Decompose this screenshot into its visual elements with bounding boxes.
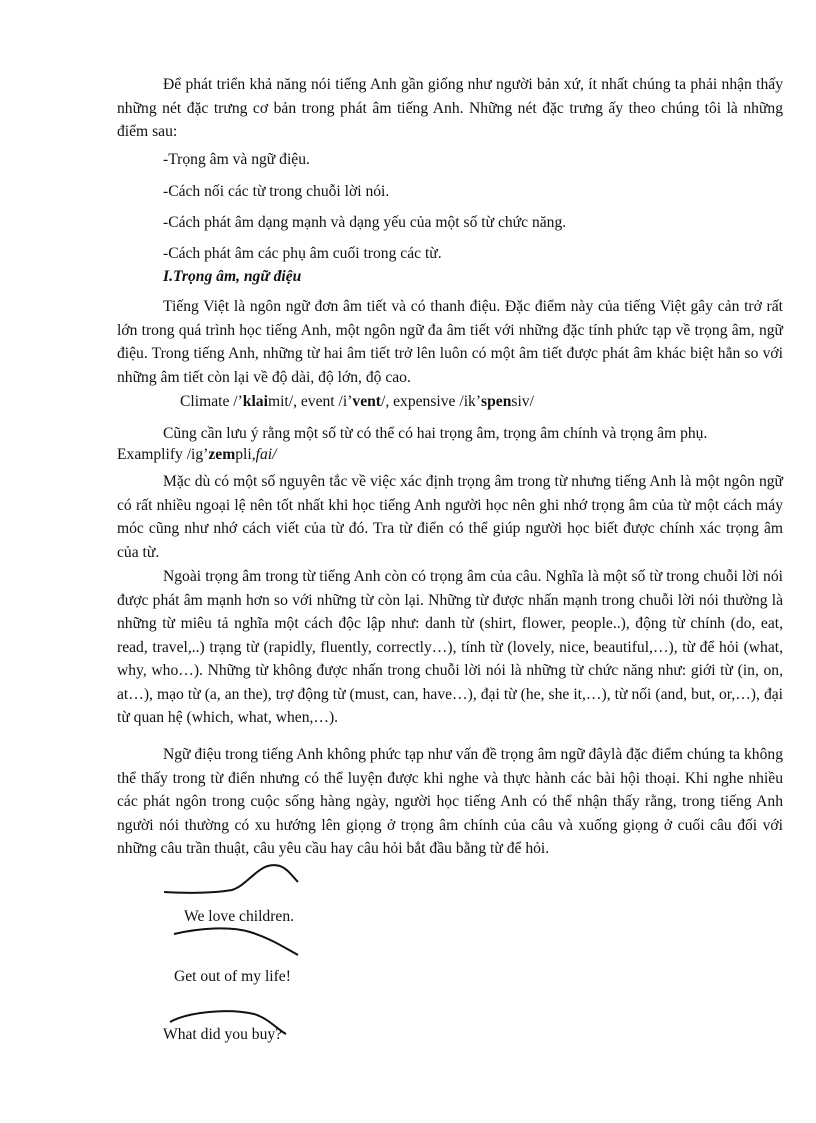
- list-item: -Trọng âm và ngữ điệu.: [163, 151, 310, 168]
- list-item: -Cách phát âm các phụ âm cuối trong các từ.: [163, 245, 442, 262]
- intro-paragraph: Để phát triển khả năng nói tiếng Anh gần giống như người bản xứ, ít nhất chúng ta phải nhận thấy những nét đặc trưng cơ bản trong phát âm tiếng Anh. Những nét đặc trưng ấy theo chúng tôi là những điểm sau:: [117, 76, 783, 140]
- paragraph-1: Tiếng Việt là ngôn ngữ đơn âm tiết và có thanh điệu. Đặc điểm này của tiếng Việt gây cản trở rất lớn trong quá trình học tiếng Anh, một ngôn ngữ đa âm tiết với những đặc tính phức tạp về trọng âm, ngữ điệu. Trong tiếng Anh, những từ hai âm tiết trở lên luôn có một âm tiết được phát âm khác biệt hẳn so với những âm tiết còn lại về độ dài, độ lớn, độ cao.: [117, 298, 783, 386]
- list-item: -Cách phát âm dạng mạnh và dạng yếu của một số từ chức năng.: [163, 214, 567, 231]
- examplify-example: Examplify /ig’zempli,fai/: [117, 446, 277, 463]
- example-sentence: We love children.: [184, 908, 295, 925]
- example-sentence: What did you buy?: [163, 1026, 283, 1043]
- paragraph-2: Cũng cần lưu ý rằng một số từ có thể có hai trọng âm, trọng âm chính và trọng âm phụ.: [163, 425, 708, 442]
- paragraph-3: Mặc dù có một số nguyên tắc về việc xác định trọng âm trong từ nhưng tiếng Anh là một ngôn ngữ có rất nhiều ngoại lệ nên tốt nhất khi học tiếng Anh người học nên ghi nhớ trọng âm của từ một cách máy móc cũng như nhớ cách viết của từ đó. Tra từ điển có thể giúp người học biết được chính xác trọng âm của từ.: [117, 473, 783, 561]
- stress-examples: Climate /’klaimit/, event /i’vent/, expensive /ik’spensiv/: [180, 393, 534, 410]
- list-item: -Cách nối các từ trong chuỗi lời nói.: [163, 183, 390, 200]
- intonation-curve-fall: [170, 922, 310, 962]
- example-sentence: Get out of my life!: [174, 968, 291, 985]
- section-heading: I.Trọng âm, ngữ điệu: [163, 268, 302, 285]
- paragraph-5: Ngữ điệu trong tiếng Anh không phức tạp như vấn đề trọng âm ngữ đâylà đặc điểm chúng ta không thể thấy trong từ điển nhưng có thể luyện được khi nghe và thực hành các bài hội thoại. Khi nghe nhiều các phát ngôn trong cuộc sống hàng ngày, người học tiếng Anh có thể nhận thấy rằng, trong tiếng Anh người nói thường có xu hướng lên giọng ở trọng âm chính của câu và xuống giọng ở cuối câu đối với những câu trần thuật, câu yêu cầu hay câu hỏi bắt đầu bằng từ để hỏi.: [117, 746, 783, 857]
- intonation-curve-rise-fall: [160, 862, 310, 902]
- paragraph-4: Ngoài trọng âm trong từ tiếng Anh còn có trọng âm của câu. Nghĩa là một số từ trong chuỗi lời nói được phát âm mạnh hơn so với những từ còn lại. Những từ được nhấn mạnh trong chuỗi lời nói thường là những từ miêu tả nghĩa một cách độc lập như: danh từ (shirt, flower, people..), động từ chính (do, eat, read, travel,..) trạng từ (rapidly, fluently, correctly…), tính từ (lovely, nice, beautiful,…), từ để hỏi (what, why, who…). Những từ không được nhấn trong chuỗi lời nói là những từ chức năng như: giới từ (in, on, at…), mạo từ (a, an the), trợ động từ (must, can, have…), đại từ (he, she it,…), từ nối (and, but, or,…), đại từ quan hệ (which, what, when,…).: [117, 568, 783, 726]
